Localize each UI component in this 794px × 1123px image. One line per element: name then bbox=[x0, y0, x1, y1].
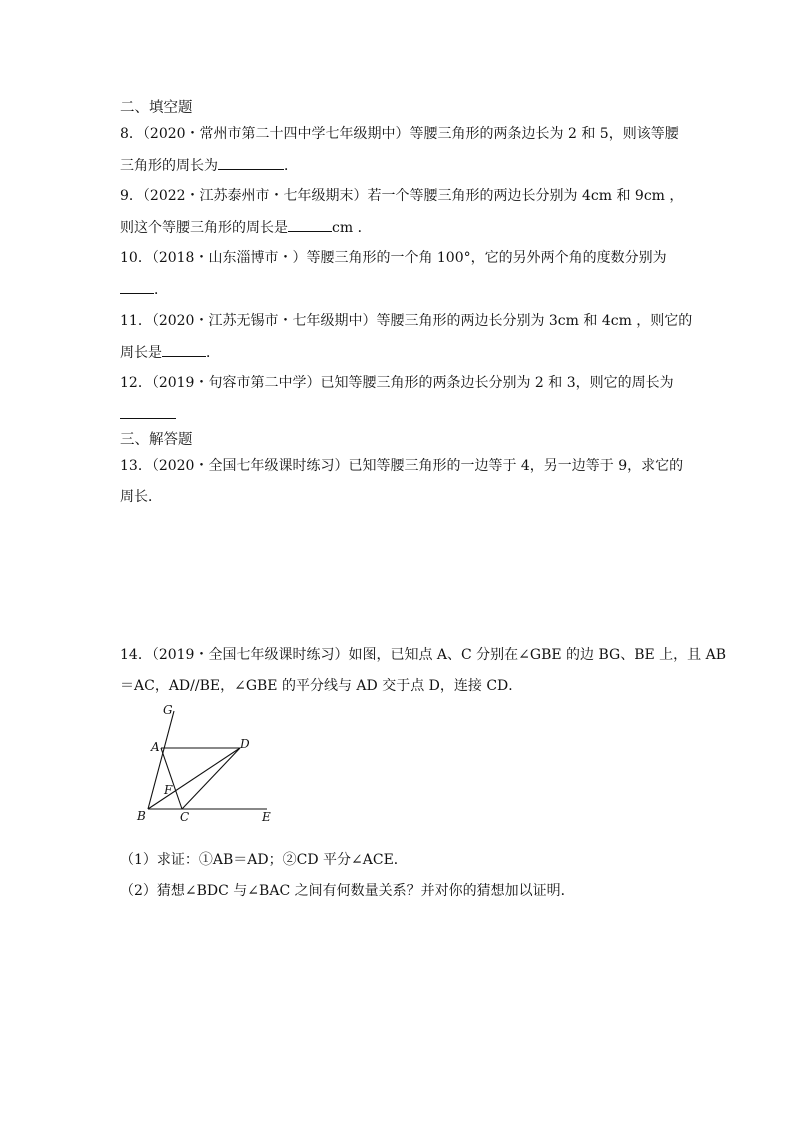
question-9-suffix: cm ． bbox=[332, 220, 372, 236]
label-B: B bbox=[137, 809, 146, 823]
answer-blank-q11[interactable] bbox=[162, 342, 206, 357]
label-E: E bbox=[262, 810, 271, 824]
question-8-line-2 bbox=[120, 155, 298, 176]
label-A: A bbox=[151, 740, 160, 754]
label-G: G bbox=[163, 703, 173, 717]
question-9-line-1: 9．（2022・江苏泰州市・七年级期末）若一个等腰三角形的两边长分别为 4cm 和 9cm ， bbox=[120, 188, 684, 204]
label-C: C bbox=[180, 810, 190, 824]
label-D: D bbox=[240, 737, 250, 751]
segment-CD bbox=[182, 748, 240, 809]
question-14-line-2: ＝AC，AD//BE，∠GBE 的平分线与 AD 交于点 D，连接 CD． bbox=[120, 678, 523, 694]
question-12-line-1: 12．（2019・句容市第二中学）已知等腰三角形的两条边长分别为 2 和 3，则它的周长为 bbox=[120, 375, 674, 391]
section-title-fill-in: 二、填空题 bbox=[120, 100, 193, 116]
question-11-line-1: 11．（2020・江苏无锡市・七年级期中）等腰三角形的两边长分别为 3cm 和 4cm ，则它的 bbox=[120, 313, 693, 329]
question-13-line-1: 13．（2020・全国七年级课时练习）已知等腰三角形的一边等于 4，另一边等于 9，求它的 bbox=[120, 458, 684, 474]
answer-blank-q12[interactable] bbox=[120, 404, 176, 419]
question-11-line-2 bbox=[120, 342, 220, 363]
answer-blank-q8[interactable] bbox=[218, 155, 284, 170]
answer-blank-q10[interactable] bbox=[120, 279, 154, 294]
question-11-prefix: 周长是 bbox=[120, 345, 162, 361]
section-title-solve: 三、解答题 bbox=[120, 432, 193, 448]
question-10-line-2 bbox=[120, 279, 168, 300]
question-10-line-1: 10．（2018・山东淄博市・）等腰三角形的一个角 100°，它的另外两个角的度数分别为 bbox=[120, 250, 667, 266]
question-12-line-2 bbox=[120, 404, 176, 425]
question-13-line-2: 周长． bbox=[120, 489, 162, 505]
segment-AC bbox=[161, 748, 182, 809]
question-8-suffix: ． bbox=[284, 158, 298, 174]
question-14-part-1: （1）求证：①AB＝AD；②CD 平分∠ACE． bbox=[120, 852, 408, 868]
question-9-prefix: 则这个等腰三角形的周长是 bbox=[120, 220, 288, 236]
question-14-line-1: 14．（2019・全国七年级课时练习）如图，已知点 A、C 分别在∠GBE 的边 BG、BE 上，且 AB bbox=[120, 647, 727, 663]
question-9-line-2 bbox=[120, 217, 372, 238]
answer-space-q13[interactable] bbox=[120, 520, 680, 630]
answer-blank-q9[interactable] bbox=[288, 217, 332, 232]
label-F: F bbox=[164, 783, 173, 797]
geometry-figure bbox=[130, 700, 290, 828]
question-14-part-2: （2）猜想∠BDC 与∠BAC 之间有何数量关系？并对你的猜想加以证明． bbox=[120, 883, 575, 899]
question-8-line-1: 8．（2020・常州市第二十四中学七年级期中）等腰三角形的两条边长为 2 和 5，则该等腰 bbox=[120, 126, 679, 142]
question-10-suffix: ． bbox=[154, 282, 168, 298]
question-11-suffix: ． bbox=[206, 345, 220, 361]
question-8-prefix: 三角形的周长为 bbox=[120, 158, 218, 174]
